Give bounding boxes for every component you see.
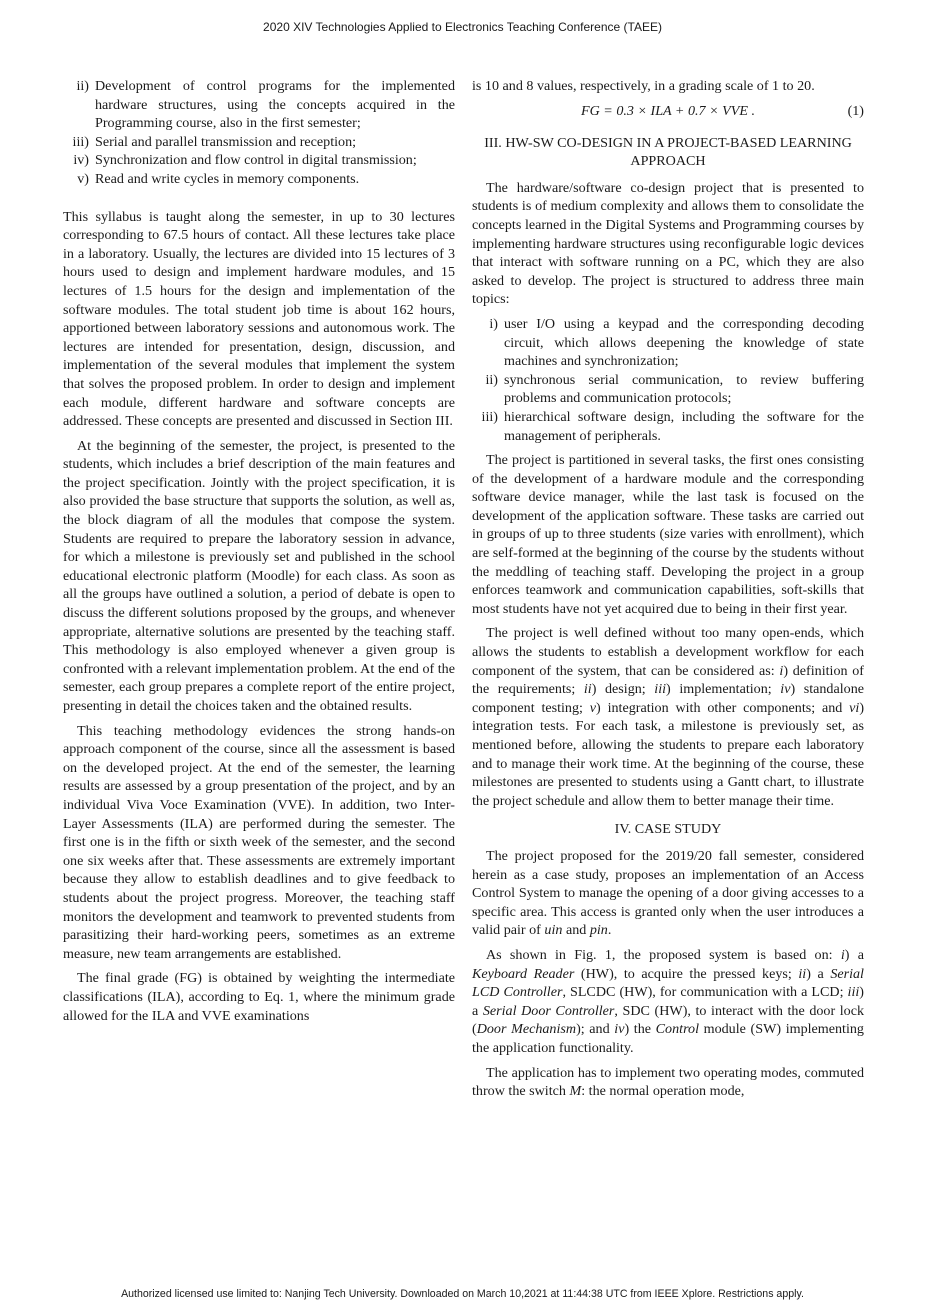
text-run: ii xyxy=(583,681,592,698)
text-run: : the normal operation mode, xyxy=(581,1083,745,1100)
right-column xyxy=(472,77,864,1107)
text-run: The project is well defined without too many open-ends, which allows the students to establish a development workflow for each component of the system, that can be considered as: xyxy=(472,625,864,679)
list-text: Synchronization and flow control in digital transmission; xyxy=(95,152,417,169)
text-run: ) design; xyxy=(591,681,655,698)
list-marker: ii) xyxy=(76,78,89,94)
list-item xyxy=(472,408,864,445)
text-run: ) standalone component testing; xyxy=(472,681,864,716)
list-text: hierarchical software design, including the software for the management of peripherals. xyxy=(504,408,864,444)
text-run: The project proposed for the 2019/20 fall semester, considered herein as a case study, proposes an implementation of an Access Control System to manage the opening of a door giving accesses to a specific area. This access is granted only when the user introduces a valid pair of xyxy=(472,847,864,939)
list-marker: iii) xyxy=(481,408,498,425)
list-item xyxy=(472,315,864,371)
text-run: ) definition of the requirements; xyxy=(472,662,864,698)
text-run: and xyxy=(562,922,590,939)
list-marker: i) xyxy=(489,315,498,332)
paragraph-workflow xyxy=(472,624,864,810)
text-run: M xyxy=(569,1083,582,1100)
list-text: Read and write cycles in memory components. xyxy=(95,170,360,187)
list-item xyxy=(63,77,455,133)
text-run: module (SW) implementing the application functionality. xyxy=(472,1021,864,1056)
project-topics-list xyxy=(472,315,864,445)
paragraph-project-intro: At the beginning of the semester, the project, is presented to the students, which includes a brief description of the main features and the project specification. Jointly with the project specification, it is also provided the base structure that supports the solution, as well as, the block diagram of all the modules that compose the system. Students are required to prepare the laboratory session in advance, for which a milestone is previously set and published in the school educational electronic platform (Moodle) for each class. As soon as all the groups have outlined a solution, a period of debate is open to discuss the different solutions proposed by the groups, and whenever appropriate, alternative solutions are presented by the teaching staff. This methodology is also employed whenever a given group is confronted with a relevant implementation problem. At the end of the semester, each group prepares a complete report of the entire project, presenting in detail the choices taken and the obtained results. xyxy=(63,437,455,714)
list-text: Development of control programs for the implemented hardware structures, using the concepts acquired in the Programming course, also in the first semester; xyxy=(95,78,455,132)
text-run: ) a xyxy=(844,946,864,963)
text-run: The application has to implement two operating modes, commuted throw the switch xyxy=(472,1064,864,1100)
text-run: , SDC (HW), to interact with the door lock ( xyxy=(472,1002,864,1038)
text-run: Control xyxy=(655,1021,699,1038)
left-column xyxy=(63,77,455,1031)
paragraph-final-grade: The final grade (FG) is obtained by weighting the intermediate classifications (ILA), according to Eq. 1, where the minimum grade allowed for the ILA and VVE examinations xyxy=(63,970,455,1024)
text-run: As shown in Fig. 1, the proposed system is based on: xyxy=(486,946,841,963)
list-text: synchronous serial communication, to review buffering problems and communication protocols; xyxy=(504,371,864,407)
text-run: v xyxy=(589,699,597,716)
list-marker: v) xyxy=(77,170,89,187)
text-run: Serial Door Controller xyxy=(482,1002,615,1019)
text-run: ii xyxy=(798,965,807,982)
section-heading-3: III. HW-SW CO-DESIGN IN A PROJECT-BASED LEARNING APPROACH xyxy=(484,134,852,170)
text-run: . xyxy=(607,922,612,939)
list-item xyxy=(63,151,455,170)
paragraph-case-study xyxy=(472,847,864,940)
text-run: ) implementation; xyxy=(666,681,781,698)
paragraph-operating-modes xyxy=(472,1064,864,1101)
equation-final-grade xyxy=(472,102,864,124)
text-run: ) a xyxy=(806,965,831,982)
text-run: pin xyxy=(589,922,608,939)
text-run: iv xyxy=(614,1021,625,1038)
text-run: (HW), to acquire the pressed keys; xyxy=(574,965,799,982)
text-run: Serial LCD Controller xyxy=(472,965,864,1001)
list-text: user I/O using a keypad and the corresponding decoding circuit, which allows deepening the knowledge of state machines and synchronization; xyxy=(504,315,864,370)
text-run: , SLCDC (HW), for communication with a LCD; xyxy=(562,984,848,1001)
text-run: ) integration with other components; and xyxy=(596,699,850,716)
equation-body: FG = 0.3 × ILA + 0.7 × VVE . xyxy=(580,102,755,119)
text-run: iv xyxy=(780,681,791,698)
conference-header: 2020 XIV Technologies Applied to Electronics Teaching Conference (TAEE) xyxy=(263,20,662,34)
list-marker: ii) xyxy=(485,371,498,388)
text-run: Keyboard Reader xyxy=(472,965,575,982)
paragraph-system-components xyxy=(472,946,864,1058)
text-run: iii xyxy=(654,681,667,698)
paragraph-syllabus: This syllabus is taught along the semester, in up to 30 lectures corresponding to 67.5 hours of contact. All these lectures take place in a laboratory. Usually, the lectures are divided into 15 lectures of 3 hours used to design and implement hardware modules, and 15 lectures of 1.5 hours for the design and implementation of the software modules. The total student job time is about 162 hours, apportioned between laboratory sessions and autonomous work. The lectures are intended for presentation, design, discussion, and implementation of the several modules that implement the system that solves the proposed problem. In order to design and implement each module, different hardware and software concepts are addressed. These concepts are presented and discussed in Section III. xyxy=(63,208,455,430)
list-marker: iv) xyxy=(73,152,89,169)
license-footer: Authorized licensed use limited to: Nanjing Tech University. Downloaded on March 10,2021 at 11:44:38 UTC from IEEE Xplore. Restrictions apply. xyxy=(121,1288,804,1300)
list-item xyxy=(63,133,455,152)
list-item xyxy=(63,170,455,189)
paragraph-grade-scale: is 10 and 8 values, respectively, in a grading scale of 1 to 20. xyxy=(472,78,815,94)
paragraph-methodology: This teaching methodology evidences the strong hands-on approach component of the course, since all the assessment is based on the developed project. At the end of the semester, the learning results are assessed by a group presentation of the project, and by an individual Viva Voce Examination (VVE). In addition, two Inter-Layer Assessments (ILA) are performed during the semester. The first one is in the fifth or sixth week of the semester, and the second one six weeks after that. These assessments are extremely important because they allow to establish deadlines and to give feedback to students about the project progress. Moreover, the teaching staff monitors the development and teamwork to prevented students from parasitizing their hard-working peers, sometimes as an extreme measure, new team arrangements are established. xyxy=(63,722,455,962)
text-run: ) the xyxy=(624,1021,656,1038)
paragraph-tasks: The project is partitioned in several tasks, the first ones consisting of the development of a hardware module and the corresponding software device manager, while the last task is focused on the development of the application software. These tasks are carried out in groups of up to three students (size varies with enrollment), which are self-formed at the beginning of the course by the students without the meddling of teaching staff. Developing the project in a group enforces teamwork and communication capabilities, soft-skills that most students have not yet acquired due to being in their first year. xyxy=(472,452,864,617)
text-run: ) integration tests. For each task, a milestone is previously set, as mentioned before, allowing the students to prepare each laboratory and to manage their work time. At the beginning of the course, these milestones are presented to students using a Gantt chart, to illustrate the project schedule and allow them to better manage their time. xyxy=(472,699,865,809)
text-run: ); and xyxy=(576,1021,615,1038)
equation-number: (1) xyxy=(847,102,864,119)
paragraph-codesign: The hardware/software co-design project that is presented to students is of medium complexity and allows them to consolidate the concepts learned in the Digital Systems and Programming courses by implementing hardware structures using reconfigurable logic devices that interact with software running on a PC, which they are also asked to develop. The project is structured to address three main topics: xyxy=(472,179,864,308)
text-run: ) a xyxy=(472,984,864,1019)
text-run: Door Mechanism xyxy=(476,1021,577,1038)
section-heading-4: IV. CASE STUDY xyxy=(614,821,722,838)
text-run: iii xyxy=(847,984,860,1001)
course-topics-list xyxy=(63,77,455,189)
text-run: vi xyxy=(849,699,860,716)
text-run: i xyxy=(779,662,784,679)
list-item xyxy=(472,371,864,408)
text-run: i xyxy=(840,946,845,963)
text-run: uin xyxy=(544,922,563,939)
list-text: Serial and parallel transmission and reception; xyxy=(95,133,357,150)
list-marker: iii) xyxy=(72,133,89,150)
